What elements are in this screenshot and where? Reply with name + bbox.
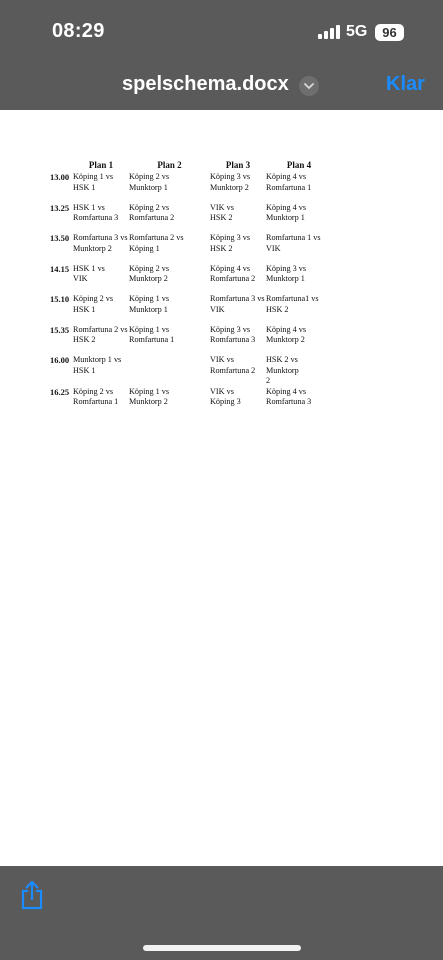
table-row bbox=[50, 355, 332, 386]
match-cell bbox=[129, 294, 210, 325]
time-slot: 13.00 bbox=[50, 172, 70, 183]
status-time: 08:29 bbox=[52, 20, 105, 42]
match-cell bbox=[210, 264, 266, 295]
match-line: Munktorp 1 bbox=[129, 182, 168, 192]
time-slot: 16.25 bbox=[50, 386, 70, 397]
match-cell bbox=[266, 387, 332, 418]
match-cell bbox=[210, 325, 266, 356]
table-row bbox=[50, 233, 332, 264]
match-line: HSK 2 bbox=[210, 213, 233, 223]
match-cell bbox=[73, 203, 129, 234]
match-line: Köping 2 vs bbox=[73, 294, 114, 304]
match-line: Romfartuna 1 vs bbox=[266, 233, 321, 243]
match-line: Köping 3 vs bbox=[210, 324, 251, 334]
header-plan-3: Plan 3 bbox=[225, 160, 251, 170]
match-line: Köping 1 vs bbox=[129, 324, 170, 334]
match-line: HSK 2 bbox=[73, 335, 96, 345]
match-line: HSK 2 bbox=[210, 243, 233, 253]
match-line: HSK 1 vs bbox=[73, 263, 105, 273]
match-line: Munktorp 1 bbox=[266, 213, 305, 223]
time-slot: 15.10 bbox=[50, 294, 70, 305]
match-line: HSK 1 bbox=[73, 365, 96, 375]
table-row bbox=[50, 172, 332, 203]
header-plan-1: Plan 1 bbox=[88, 160, 114, 170]
battery-icon: 96 bbox=[375, 24, 404, 41]
match-line: Romfartuna 2 vs bbox=[129, 233, 184, 243]
match-cell bbox=[129, 203, 210, 234]
match-line: Köping 2 vs bbox=[129, 263, 170, 273]
match-line: Köping 2 vs bbox=[73, 386, 114, 396]
match-line: Romfartuna 2 bbox=[210, 274, 256, 284]
match-cell bbox=[266, 172, 332, 203]
match-line: Romfartuna 2 bbox=[210, 365, 256, 375]
match-cell bbox=[266, 264, 332, 295]
match-cell bbox=[266, 294, 332, 325]
match-line: VIK bbox=[266, 243, 281, 253]
match-line: Köping 3 bbox=[210, 397, 241, 407]
match-cell bbox=[210, 294, 266, 325]
match-cell bbox=[129, 355, 210, 386]
match-line: Romfartuna 3 bbox=[266, 397, 312, 407]
table-row bbox=[50, 387, 332, 418]
match-line: HSK 1 vs bbox=[73, 202, 105, 212]
match-line: Munktorp 2 bbox=[129, 397, 168, 407]
signal-icon bbox=[318, 25, 340, 39]
match-line: Köping 4 vs bbox=[266, 386, 307, 396]
match-line: Munktorp 1 vs bbox=[73, 355, 122, 365]
match-line: VIK vs bbox=[210, 386, 234, 396]
match-line: HSK 1 bbox=[73, 304, 96, 314]
match-line: Munktorp 2 bbox=[129, 274, 168, 284]
match-cell bbox=[210, 203, 266, 234]
match-cell bbox=[73, 294, 129, 325]
top-bar bbox=[0, 0, 443, 110]
match-line: Romfartuna 1 bbox=[73, 397, 119, 407]
match-cell bbox=[210, 172, 266, 203]
match-line: Köping 4 vs bbox=[266, 324, 307, 334]
done-button[interactable]: Klar bbox=[386, 73, 425, 95]
match-line: Romfartuna1 vs bbox=[266, 294, 319, 304]
match-cell bbox=[73, 387, 129, 418]
match-cell bbox=[210, 233, 266, 264]
match-cell bbox=[266, 203, 332, 234]
match-cell bbox=[210, 387, 266, 418]
table-row bbox=[50, 294, 332, 325]
match-cell bbox=[266, 355, 332, 386]
match-cell bbox=[73, 233, 129, 264]
time-slot: 13.50 bbox=[50, 233, 70, 244]
match-line: HSK 2 vs Munktorp bbox=[266, 355, 299, 375]
schedule-body bbox=[50, 172, 332, 417]
chevron-down-icon[interactable] bbox=[299, 76, 319, 96]
share-icon[interactable] bbox=[20, 880, 44, 910]
time-slot: 15.35 bbox=[50, 324, 70, 335]
match-line: Köping 2 vs bbox=[129, 172, 170, 182]
match-line: Köping 1 vs bbox=[129, 294, 170, 304]
time-slot: 16.00 bbox=[50, 355, 70, 366]
match-cell bbox=[129, 325, 210, 356]
match-cell bbox=[129, 264, 210, 295]
document-page bbox=[0, 110, 443, 866]
schedule-table bbox=[50, 160, 332, 417]
match-cell bbox=[73, 172, 129, 203]
table-row bbox=[50, 325, 332, 356]
match-line: HSK 2 bbox=[266, 304, 289, 314]
match-line: Munktorp 2 bbox=[210, 182, 249, 192]
match-line: Köping 3 vs bbox=[210, 172, 251, 182]
home-indicator[interactable] bbox=[143, 945, 301, 951]
match-cell bbox=[266, 325, 332, 356]
match-cell bbox=[129, 233, 210, 264]
match-line: Köping 4 vs bbox=[266, 202, 307, 212]
header-time bbox=[50, 160, 73, 172]
match-line: Romfartuna 3 vs bbox=[73, 233, 128, 243]
match-cell bbox=[73, 355, 129, 386]
time-slot: 14.15 bbox=[50, 263, 70, 274]
match-line: VIK bbox=[210, 304, 225, 314]
table-row bbox=[50, 264, 332, 295]
match-line: Romfartuna 2 bbox=[129, 213, 175, 223]
network-type: 5G bbox=[346, 23, 368, 40]
match-line: Köping 2 vs bbox=[129, 202, 170, 212]
match-line: Köping 1 vs bbox=[73, 172, 114, 182]
match-line: VIK bbox=[73, 274, 88, 284]
match-cell bbox=[73, 264, 129, 295]
match-line: Köping 3 vs bbox=[210, 233, 251, 243]
match-line: Köping 1 bbox=[129, 243, 160, 253]
match-line: Munktorp 2 bbox=[266, 335, 305, 345]
match-line: Köping 1 vs bbox=[129, 386, 170, 396]
match-line: Romfartuna 2 vs bbox=[73, 324, 128, 334]
match-cell bbox=[129, 387, 210, 418]
match-line: Romfartuna 3 vs bbox=[210, 294, 265, 304]
match-line: Romfartuna 1 bbox=[266, 182, 312, 192]
match-cell bbox=[73, 325, 129, 356]
match-line: Romfartuna 1 bbox=[129, 335, 175, 345]
match-line: Romfartuna 3 bbox=[73, 213, 119, 223]
match-line: VIK vs bbox=[210, 202, 234, 212]
document-title[interactable]: spelschema.docx bbox=[122, 73, 289, 95]
match-line: 2 bbox=[266, 376, 271, 386]
time-slot: 13.25 bbox=[50, 202, 70, 213]
match-line: Köping 3 vs bbox=[266, 263, 307, 273]
header-plan-4: Plan 4 bbox=[286, 160, 312, 170]
match-line: VIK vs bbox=[210, 355, 234, 365]
match-line: Romfartuna 3 bbox=[210, 335, 256, 345]
match-cell bbox=[129, 172, 210, 203]
table-header-row bbox=[50, 160, 332, 172]
match-line: Munktorp 2 bbox=[73, 243, 112, 253]
match-cell bbox=[266, 233, 332, 264]
match-line: Munktorp 1 bbox=[266, 274, 305, 284]
match-line: Köping 4 vs bbox=[210, 263, 251, 273]
table-row bbox=[50, 203, 332, 234]
match-cell bbox=[210, 355, 266, 386]
match-line: Munktorp 1 bbox=[129, 304, 168, 314]
match-line: Köping 4 vs bbox=[266, 172, 307, 182]
match-line: HSK 1 bbox=[73, 182, 96, 192]
header-plan-2: Plan 2 bbox=[157, 160, 182, 170]
